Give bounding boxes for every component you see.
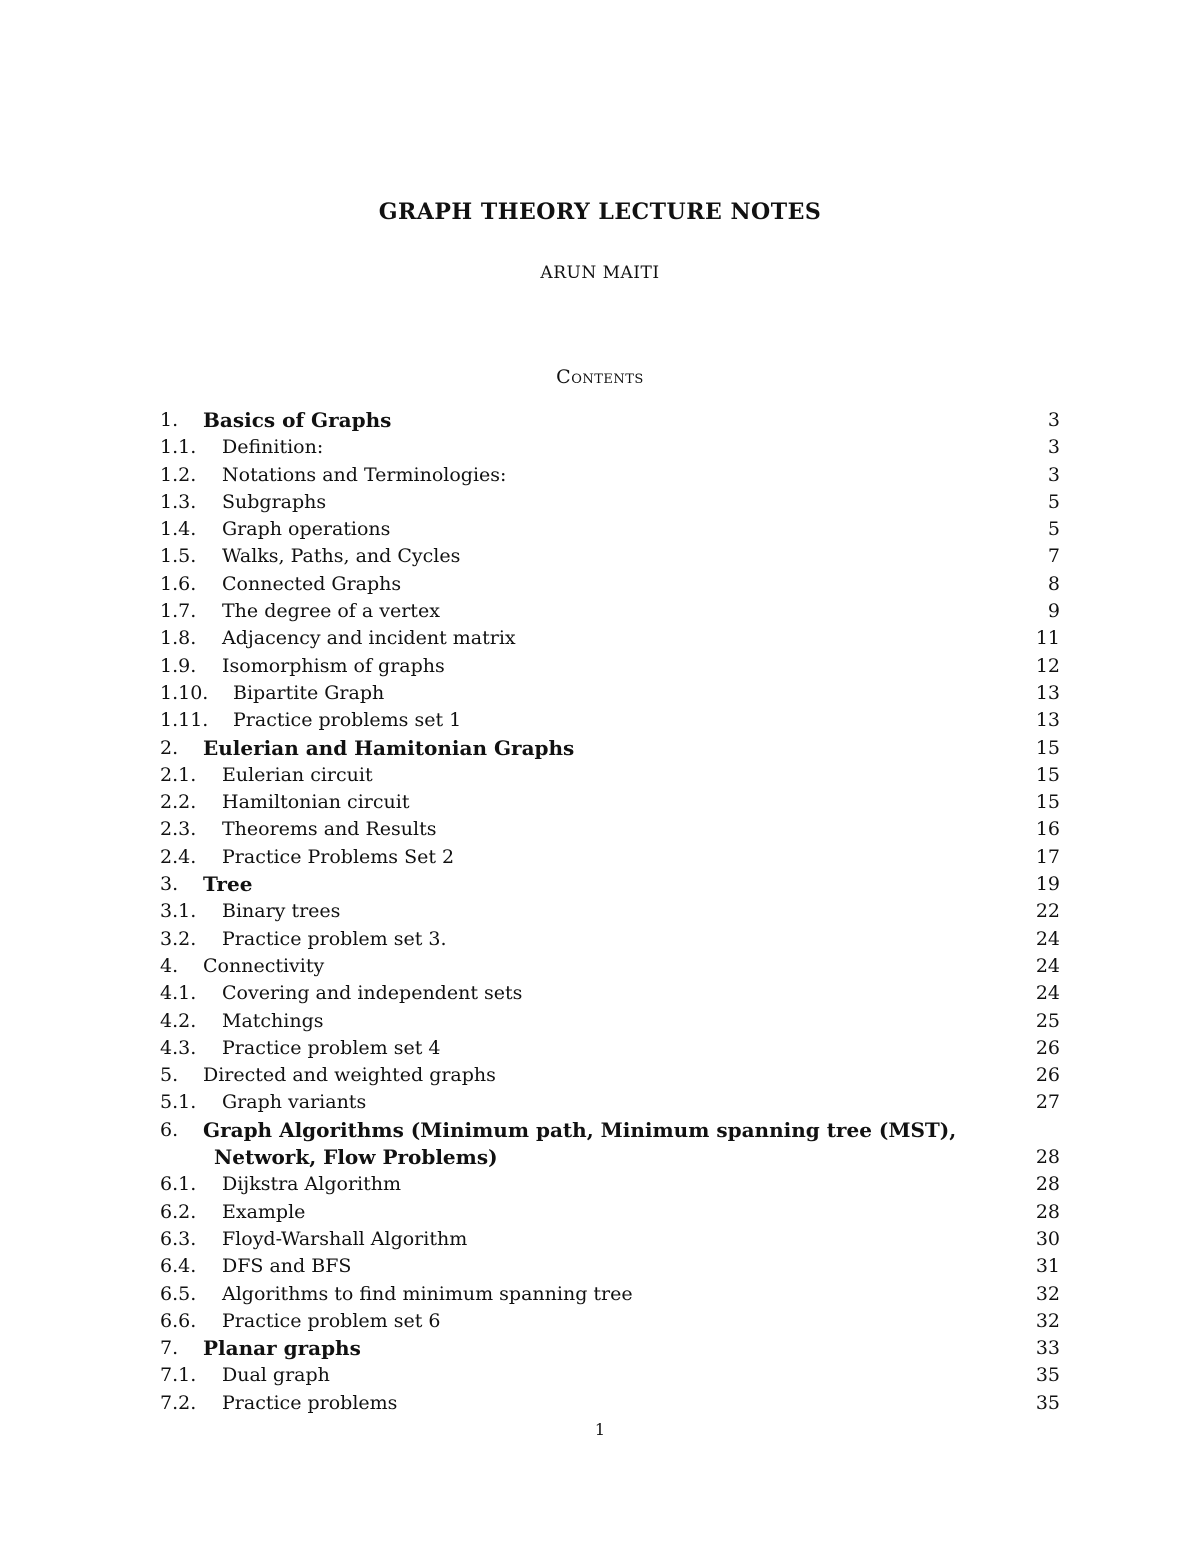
toc-entry-title: Tree [203, 872, 253, 897]
toc-entry[interactable] [160, 844, 1060, 871]
toc-entry-page: 3 [1047, 463, 1060, 486]
toc-entry-page: 33 [1035, 1337, 1060, 1360]
toc-entry-title: Graph operations [222, 518, 391, 541]
toc-entry-number: 2.3. [160, 818, 197, 841]
toc-entry[interactable] [160, 1335, 1060, 1362]
toc-entry-page: 17 [1035, 845, 1060, 868]
toc-entry-page: 5 [1047, 490, 1060, 513]
toc-entry[interactable] [160, 789, 1060, 816]
toc-entry-number: 1.7. [160, 600, 197, 623]
toc-entry[interactable] [160, 1199, 1060, 1226]
toc-entry-number: 4. [160, 954, 179, 977]
toc-entry-title: Connected Graphs [222, 572, 402, 595]
toc-entry-title: Planar graphs [203, 1336, 361, 1361]
toc-entry-number: 6. [160, 1118, 179, 1141]
toc-entry-number: 2. [160, 736, 179, 759]
toc-entry-page: 32 [1035, 1309, 1060, 1332]
toc-entry[interactable] [160, 1117, 1060, 1144]
toc-entry[interactable] [160, 1281, 1060, 1308]
toc-entry-title: Notations and Terminologies: [222, 463, 507, 486]
toc-entry-number: 1.4. [160, 518, 197, 541]
toc-entry-page: 35 [1035, 1364, 1060, 1387]
toc-entry[interactable] [160, 653, 1060, 680]
toc-entry-title: Subgraphs [222, 490, 327, 513]
toc-entry-number: 6.5. [160, 1282, 197, 1305]
toc-entry-title: Matchings [222, 1009, 324, 1032]
toc-entry[interactable] [160, 571, 1060, 598]
toc-entry-number: 1.1. [160, 436, 197, 459]
toc-entry-title: Practice problem set 3. [222, 927, 447, 950]
toc-entry-title: The degree of a vertex [222, 600, 440, 623]
toc-entry-number: 4.3. [160, 1036, 197, 1059]
toc-entry[interactable] [160, 953, 1060, 980]
contents-heading: Contents [556, 366, 644, 388]
toc-entry[interactable] [160, 816, 1060, 843]
toc-entry-number: 3.2. [160, 927, 197, 950]
document-title: GRAPH THEORY LECTURE NOTES [378, 199, 822, 225]
toc-entry-page: 3 [1047, 436, 1060, 459]
toc-entry-page: 19 [1035, 873, 1060, 896]
toc-entry-page: 16 [1035, 818, 1060, 841]
toc-entry-number: 4.2. [160, 1009, 197, 1032]
toc-entry-number: 6.1. [160, 1173, 197, 1196]
toc-entry-page: 9 [1047, 600, 1060, 623]
toc-entry[interactable] [160, 489, 1060, 516]
toc-entry-title: Example [222, 1200, 306, 1223]
toc-entry[interactable] [160, 898, 1060, 925]
toc-entry-page: 3 [1047, 409, 1060, 431]
toc-entry-page: 24 [1035, 954, 1060, 977]
toc-entry-number: 2.1. [160, 763, 197, 786]
toc-entry-page: 15 [1035, 763, 1060, 786]
toc-entry-number: 3.1. [160, 900, 197, 923]
toc-entry-page: 28 [1035, 1173, 1060, 1196]
toc-entry-page: 28 [1035, 1200, 1060, 1223]
toc-entry-title: Covering and independent sets [222, 982, 523, 1005]
toc-entry-title: Graph variants [222, 1091, 367, 1114]
toc-entry-number: 1.2. [160, 463, 197, 486]
toc-entry[interactable] [160, 434, 1060, 461]
toc-entry-title: Definition: [222, 436, 324, 459]
toc-entry[interactable] [160, 762, 1060, 789]
toc-entry-page: 11 [1035, 627, 1060, 650]
toc-entry-title: Connectivity [203, 954, 325, 977]
toc-entry[interactable] [160, 543, 1060, 570]
toc-entry-page: 13 [1035, 681, 1060, 704]
toc-entry-title: Hamiltonian circuit [222, 791, 410, 814]
toc-entry-page: 31 [1035, 1255, 1060, 1278]
toc-entry-title: Floyd-Warshall Algorithm [222, 1227, 468, 1250]
document-author: ARUN MAITI [540, 263, 660, 283]
toc-entry-page: 12 [1035, 654, 1060, 677]
toc-entry[interactable] [160, 1362, 1060, 1389]
toc-entry-title: Practice problem set 6 [222, 1309, 441, 1332]
toc-entry-number: 6.2. [160, 1200, 197, 1223]
toc-entry-number: 7.1. [160, 1364, 197, 1387]
toc-entry-title: Theorems and Results [222, 818, 437, 841]
toc-entry-number: 5. [160, 1064, 179, 1087]
toc-entry-title: Bipartite Graph [233, 681, 385, 704]
toc-entry[interactable] [160, 407, 1060, 434]
toc-entry-number: 7.2. [160, 1391, 197, 1414]
toc-entry[interactable] [160, 871, 1060, 898]
toc-entry-page: 26 [1035, 1036, 1060, 1059]
toc-entry-page: 25 [1035, 1009, 1060, 1032]
toc-entry-number: 1.3. [160, 490, 197, 513]
toc-entry[interactable] [160, 1226, 1060, 1253]
toc-entry-number: 1.9. [160, 654, 197, 677]
toc-entry-number: 1.8. [160, 627, 197, 650]
toc-entry-number: 3. [160, 873, 179, 896]
toc-entry-title: Dijkstra Algorithm [222, 1173, 401, 1196]
toc-entry-number: 6.4. [160, 1255, 197, 1278]
toc-entry[interactable] [160, 516, 1060, 543]
toc-entry[interactable] [160, 980, 1060, 1007]
toc-entry[interactable] [160, 1089, 1060, 1116]
toc-entry[interactable] [160, 735, 1060, 762]
toc-entry[interactable] [160, 680, 1060, 707]
toc-entry[interactable] [160, 598, 1060, 625]
toc-entry[interactable] [160, 1390, 1060, 1417]
toc-entry-number: 2.2. [160, 791, 197, 814]
toc-entry-title: Practice problems set 1 [233, 709, 462, 732]
toc-entry-page: 35 [1035, 1391, 1060, 1414]
toc-entry-title: Isomorphism of graphs [222, 654, 445, 677]
toc-entry[interactable] [160, 1171, 1060, 1198]
toc-entry-number: 1.6. [160, 572, 197, 595]
toc-entry-title: Eulerian circuit [222, 763, 373, 786]
toc-entry-title: Network, Flow Problems) [214, 1145, 498, 1170]
toc-entry[interactable] [160, 1144, 1060, 1171]
toc-entry-page: 24 [1035, 927, 1060, 950]
toc-entry-page: 5 [1047, 518, 1060, 541]
toc-entry[interactable] [160, 462, 1060, 489]
toc-entry-page: 32 [1035, 1282, 1060, 1305]
toc-entry-title: DFS and BFS [222, 1255, 352, 1278]
toc-entry-number: 1.11. [160, 709, 209, 732]
toc-entry-page: 15 [1035, 736, 1060, 759]
toc-entry-title: Dual graph [222, 1364, 330, 1387]
toc-entry-page: 13 [1035, 709, 1060, 732]
toc-entry[interactable] [160, 1008, 1060, 1035]
toc-entry[interactable] [160, 1253, 1060, 1280]
toc-entry-number: 4.1. [160, 982, 197, 1005]
toc-entry-title: Walks, Paths, and Cycles [222, 545, 461, 568]
toc-entry-page: 28 [1035, 1146, 1060, 1169]
toc-entry[interactable] [160, 1035, 1060, 1062]
page-number: 1 [594, 1420, 606, 1439]
toc-entry-page: 30 [1035, 1227, 1060, 1250]
toc-entry[interactable] [160, 1308, 1060, 1335]
toc-entry-title: Algorithms to find minimum spanning tree [222, 1282, 633, 1305]
toc-entry-page: 26 [1035, 1064, 1060, 1087]
toc-entry-page: 22 [1035, 900, 1060, 923]
toc-entry-title: Directed and weighted graphs [203, 1064, 496, 1087]
toc-entry-title: Adjacency and incident matrix [222, 627, 516, 650]
toc-entry-page: 27 [1035, 1091, 1060, 1114]
toc-entry-title: Graph Algorithms (Minimum path, Minimum spanning tree (MST), [203, 1117, 957, 1142]
toc-entry-title: Basics of Graphs [203, 408, 392, 432]
toc-entry[interactable] [160, 1062, 1060, 1089]
toc-entry-number: 6.3. [160, 1227, 197, 1250]
toc-entry-title: Binary trees [222, 900, 341, 923]
toc-entry-title: Practice problems [222, 1391, 398, 1414]
toc-entry-title: Practice Problems Set 2 [222, 845, 455, 868]
toc-entry-page: 24 [1035, 982, 1060, 1005]
toc-entry-number: 1.5. [160, 545, 197, 568]
toc-entry-number: 1.10. [160, 681, 209, 704]
toc-entry[interactable] [160, 707, 1060, 734]
toc-entry-number: 5.1. [160, 1091, 197, 1114]
toc-entry-page: 15 [1035, 791, 1060, 814]
toc-entry-page: 8 [1047, 572, 1060, 595]
toc-entry-title: Eulerian and Hamitonian Graphs [203, 735, 575, 760]
toc-entry-number: 2.4. [160, 845, 197, 868]
toc-entry-number: 7. [160, 1337, 179, 1360]
toc-entry-page: 7 [1047, 545, 1060, 568]
table-of-contents [160, 407, 1060, 1417]
toc-entry-number: 6.6. [160, 1309, 197, 1332]
toc-entry[interactable] [160, 926, 1060, 953]
toc-entry-title: Practice problem set 4 [222, 1036, 441, 1059]
toc-entry-number: 1. [160, 409, 179, 431]
toc-entry[interactable] [160, 625, 1060, 652]
